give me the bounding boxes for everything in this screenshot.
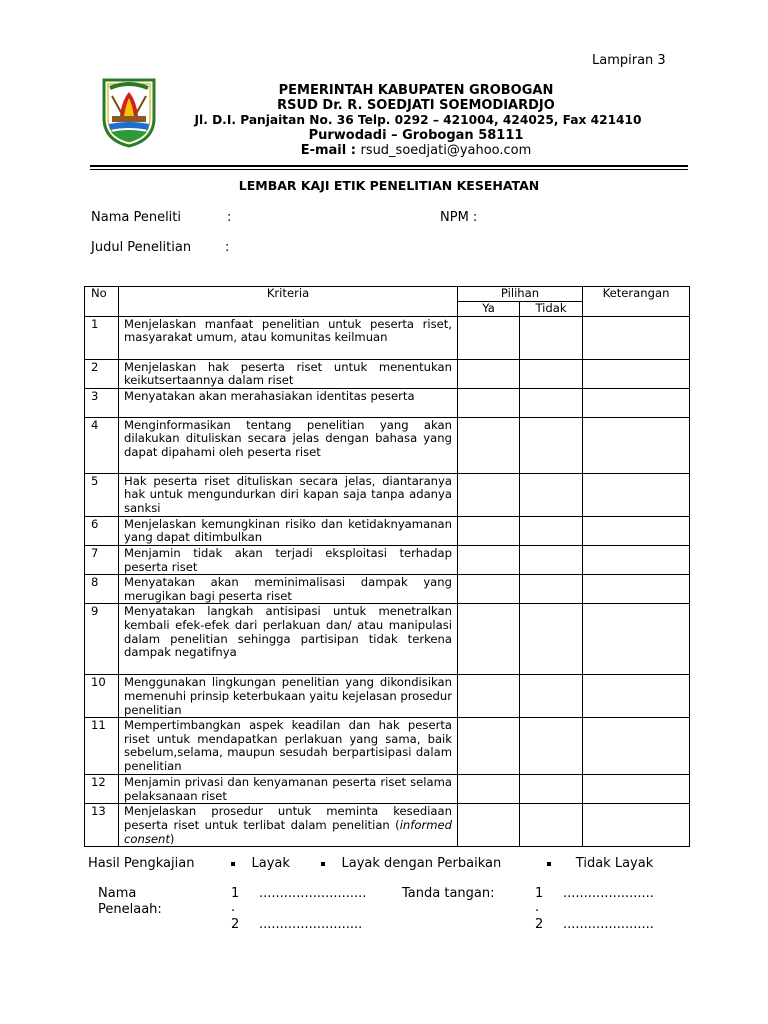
- tidak-cell[interactable]: [520, 804, 583, 847]
- ya-cell[interactable]: [458, 545, 520, 574]
- tidak-cell[interactable]: [520, 516, 583, 545]
- table-row: 1 Menjelaskan manfaat penelitian untuk peserta riset, masyarakat umum, atau komunitas keilmuan: [85, 316, 690, 359]
- ya-cell[interactable]: [458, 604, 520, 675]
- tanda-tangan-label: Tanda tangan:: [402, 886, 495, 901]
- hasil-pengkajian-label: Hasil Pengkajian: [88, 856, 195, 871]
- tidak-cell[interactable]: [520, 473, 583, 516]
- table-row: 2 Menjelaskan hak peserta riset untuk menentukan keikutsertaannya dalam riset: [85, 359, 690, 388]
- bullet-icon: [321, 862, 325, 866]
- header-rule-thick: [90, 165, 688, 167]
- header-rule-thin: [90, 169, 688, 170]
- tidak-cell[interactable]: [520, 417, 583, 473]
- keterangan-cell[interactable]: [583, 388, 690, 417]
- ya-cell[interactable]: [458, 388, 520, 417]
- tidak-cell[interactable]: [520, 545, 583, 574]
- col-ya-header: Ya: [458, 302, 520, 317]
- keterangan-cell[interactable]: [583, 575, 690, 604]
- signature-num-1-dot: .: [535, 900, 540, 915]
- document-title: LEMBAR KAJI ETIK PENELITIAN KESEHATAN: [238, 178, 540, 193]
- penelaah-name-1-line[interactable]: ..........................: [259, 886, 367, 901]
- option-layak[interactable]: Layak: [231, 856, 290, 871]
- table-row: 3 Menyatakan akan merahasiakan identitas peserta: [85, 388, 690, 417]
- table-row: 8 Menyatakan akan meminimalisasi dampak yang merugikan bagi peserta riset: [85, 575, 690, 604]
- tidak-cell[interactable]: [520, 604, 583, 675]
- ya-cell[interactable]: [458, 575, 520, 604]
- keterangan-cell[interactable]: [583, 775, 690, 804]
- signature-2-line[interactable]: ......................: [563, 917, 654, 932]
- tidak-cell[interactable]: [520, 388, 583, 417]
- email-label: E-mail :: [300, 143, 356, 158]
- tidak-cell[interactable]: [520, 675, 583, 718]
- keterangan-cell[interactable]: [583, 316, 690, 359]
- ya-cell[interactable]: [458, 675, 520, 718]
- tidak-cell[interactable]: [520, 359, 583, 388]
- header-hospital: RSUD Dr. R. SOEDJATI SOEMODIARDJO: [277, 98, 555, 113]
- email-value[interactable]: rsud_soedjati@yahoo.com: [360, 143, 532, 158]
- tidak-cell[interactable]: [520, 775, 583, 804]
- keterangan-cell[interactable]: [583, 804, 690, 847]
- col-keterangan-header: Keterangan: [583, 287, 690, 317]
- header-government: PEMERINTAH KABUPATEN GROBOGAN: [278, 83, 554, 98]
- header-city: Purwodadi – Grobogan 58111: [308, 128, 524, 143]
- table-row: 13 Menjelaskan prosedur untuk meminta kesediaan peserta riset untuk terlibat dalam penelitian (informed consent): [85, 804, 690, 847]
- ya-cell[interactable]: [458, 473, 520, 516]
- col-pilihan-header: Pilihan: [458, 287, 583, 302]
- npm-label: NPM :: [440, 210, 478, 225]
- header-email: [160, 143, 672, 158]
- table-row: 11 Mempertimbangkan aspek keadilan dan hak peserta riset untuk mendapatkan perlakuan yang sama, baik sebelum,selama, maupun sesudah berpartisipasi dalam penelitian: [85, 718, 690, 775]
- keterangan-cell[interactable]: [583, 417, 690, 473]
- tidak-cell[interactable]: [520, 575, 583, 604]
- judul-penelitian-label: Judul Penelitian: [91, 240, 192, 255]
- ya-cell[interactable]: [458, 718, 520, 775]
- ya-cell[interactable]: [458, 417, 520, 473]
- keterangan-cell[interactable]: [583, 359, 690, 388]
- signature-1-line[interactable]: ......................: [563, 886, 654, 901]
- bullet-icon: [547, 862, 551, 866]
- tidak-cell[interactable]: [520, 718, 583, 775]
- keterangan-cell[interactable]: [583, 604, 690, 675]
- ya-cell[interactable]: [458, 359, 520, 388]
- keterangan-cell[interactable]: [583, 473, 690, 516]
- table-row: 6 Menjelaskan kemungkinan risiko dan ketidaknyamanan yang dapat ditimbulkan: [85, 516, 690, 545]
- ya-cell[interactable]: [458, 516, 520, 545]
- keterangan-cell[interactable]: [583, 675, 690, 718]
- table-row: 12 Menjamin privasi dan kenyamanan peserta riset selama pelaksanaan riset: [85, 775, 690, 804]
- nama-label: Nama: [98, 886, 137, 901]
- table-row: 10 Menggunakan lingkungan penelitian yang dikondisikan memenuhi prinsip keterbukaan yaitu kejelasan prosedur penelitian: [85, 675, 690, 718]
- criteria-table: [84, 286, 690, 847]
- penelaah-num-1-dot: .: [231, 900, 236, 915]
- penelaah-num-2: 2: [231, 917, 240, 932]
- table-row: 4 Menginformasikan tentang penelitian yang akan dilakukan dituliskan secara jelas dengan bahasa yang dapat dipahami oleh peserta riset: [85, 417, 690, 473]
- table-row: 5 Hak peserta riset dituliskan secara jelas, diantaranya hak untuk mengundurkan diri kapan saja tanpa adanya sanksi: [85, 473, 690, 516]
- keterangan-cell[interactable]: [583, 545, 690, 574]
- header-address: Jl. D.I. Panjaitan No. 36 Telp. 0292 – 421004, 424025, Fax 421410: [194, 113, 642, 127]
- judul-penelitian-colon: :: [225, 240, 230, 255]
- lampiran-label: Lampiran 3: [592, 53, 666, 68]
- tidak-cell[interactable]: [520, 316, 583, 359]
- table-row: 7 Menjamin tidak akan terjadi eksploitasi terhadap peserta riset: [85, 545, 690, 574]
- grobogan-logo: [100, 74, 158, 148]
- nama-peneliti-colon: :: [227, 210, 232, 225]
- table-row: 9 Menyatakan langkah antisipasi untuk menetralkan kembali efek-efek dari perlakuan dan/ atau manipulasi dalam penelitian sehingga partisipan tidak terkena dampak negatifnya: [85, 604, 690, 675]
- col-tidak-header: Tidak: [520, 302, 583, 317]
- ya-cell[interactable]: [458, 804, 520, 847]
- penelaah-num-1: 1: [231, 886, 240, 901]
- nama-peneliti-label: Nama Peneliti: [91, 210, 181, 225]
- option-tidak-layak[interactable]: Tidak Layak: [547, 856, 653, 871]
- keterangan-cell[interactable]: [583, 516, 690, 545]
- signature-num-2: 2: [535, 917, 544, 932]
- col-kriteria-header: Kriteria: [119, 287, 458, 317]
- keterangan-cell[interactable]: [583, 718, 690, 775]
- ya-cell[interactable]: [458, 316, 520, 359]
- penelaah-label: Penelaah:: [98, 902, 162, 917]
- col-no-header: No: [85, 287, 119, 317]
- signature-num-1: 1: [535, 886, 544, 901]
- penelaah-name-2-line[interactable]: .........................: [259, 917, 363, 932]
- bullet-icon: [231, 862, 235, 866]
- ya-cell[interactable]: [458, 775, 520, 804]
- option-layak-perbaikan[interactable]: Layak dengan Perbaikan: [321, 856, 501, 871]
